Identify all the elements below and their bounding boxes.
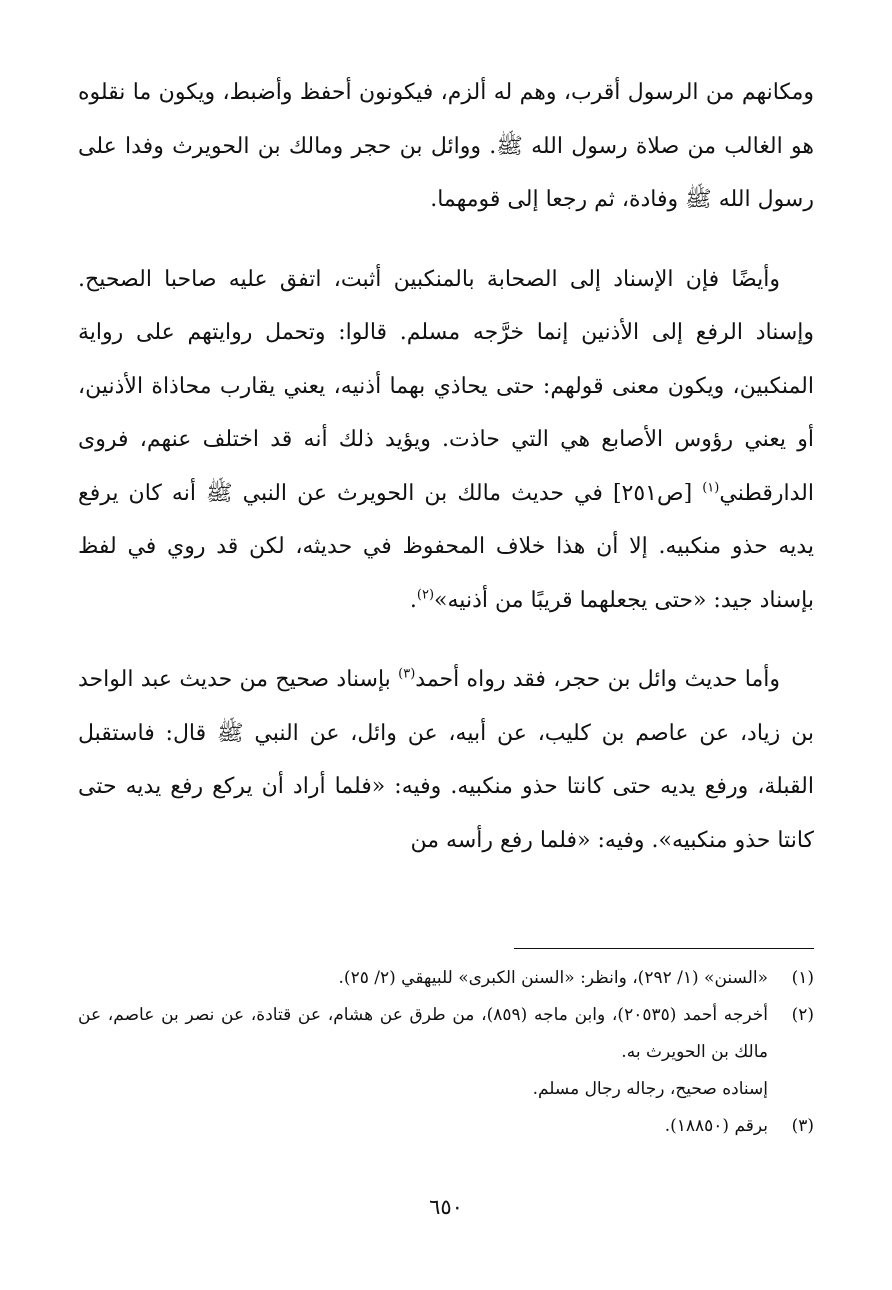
footnote-text: برقم (١٨٨٥٠). bbox=[664, 1116, 768, 1136]
footnote-number: (٣) bbox=[791, 1116, 814, 1136]
footnote-number: (١) bbox=[791, 968, 814, 988]
paragraph-text: وأما حديث وائل بن حجر، فقد رواه أحمد bbox=[415, 667, 780, 692]
paragraph-text: ومكانهم من الرسول أقرب، وهم له ألزم، فيكونون أحفظ وأضبط، ويكون ما نقلوه هو الغالب من صلاة رسول الله ﷺ. ووائل بن حجر ومالك بن الحويرث وفدا على رسول الله ﷺ وفادة، ثم رجعا إلى قومهما. bbox=[78, 80, 814, 212]
footnote bbox=[78, 997, 814, 1108]
paragraph bbox=[78, 653, 814, 867]
paragraph-text: [ص٢٥١] في حديث مالك بن الحويرث عن النبي ﷺ أنه كان يرفع يديه حذو منكبيه. إلا أن هذا خلاف المحفوظ في حديثه، لكن قد روي في لفظ بإسناد جيد: «حتى يجعلهما قريبًا من أذنيه» bbox=[78, 480, 814, 613]
footnote-text: إسناده صحيح، رجاله رجال مسلم. bbox=[532, 1079, 768, 1099]
main-text bbox=[78, 66, 814, 867]
footnote bbox=[78, 1108, 814, 1145]
footnote-text: أخرجه أحمد (٢٠٥٣٥)، وابن ماجه (٨٥٩)، من طرق عن هشام، عن قتادة، عن نصر بن عاصم، عن مالك بن الحويرث به. bbox=[78, 1005, 768, 1062]
footnote-number: (٢) bbox=[791, 1005, 814, 1025]
footnote-ref[interactable]: (٣) bbox=[398, 666, 416, 682]
paragraph-text: . bbox=[409, 587, 417, 613]
paragraph-text: وأيضًا فإن الإسناد إلى الصحابة بالمنكبين أثبت، اتفق عليه صاحبا الصحيح. وإسناد الرفع إلى الأذنين إنما خرَّجه مسلم. قالوا: وتحمل روايتهم على رواية المنكبين، ويكون معنى قولهم: حتى يحاذي بهما أذنيه، يعني يقارب محاذاة الأذنين، أو يعني رؤوس الأصابع هي التي حاذت. ويؤيد ذلك أنه قد اختلف عنهم، فروى الدارقطني bbox=[78, 266, 814, 506]
paragraph bbox=[78, 66, 814, 227]
footnotes bbox=[78, 960, 814, 1145]
page-number: ٦٥٠ bbox=[429, 1195, 463, 1219]
footnote-ref[interactable]: (١) bbox=[702, 480, 720, 496]
paragraph-text: بإسناد صحيح من حديث عبد الواحد بن زياد، عن عاصم بن كليب، عن أبيه، عن وائل، عن النبي ﷺ قال: فاستقبل القبلة، ورفع يديه حتى كانتا حذو منكبيه. وفيه: «فلما أراد أن يركع رفع يديه حتى كانتا حذو منكبيه». وفيه: «فلما رفع رأسه من bbox=[78, 667, 814, 853]
footnote-ref[interactable]: (٢) bbox=[416, 587, 435, 603]
footnote-text: «السنن» (١/ ٢٩٢)، وانظر: «السنن الكبرى» للبيهقي (٢/ ٢٥). bbox=[338, 968, 768, 988]
paragraph bbox=[78, 253, 814, 628]
footnote bbox=[78, 960, 814, 997]
footnote-divider bbox=[514, 948, 814, 949]
